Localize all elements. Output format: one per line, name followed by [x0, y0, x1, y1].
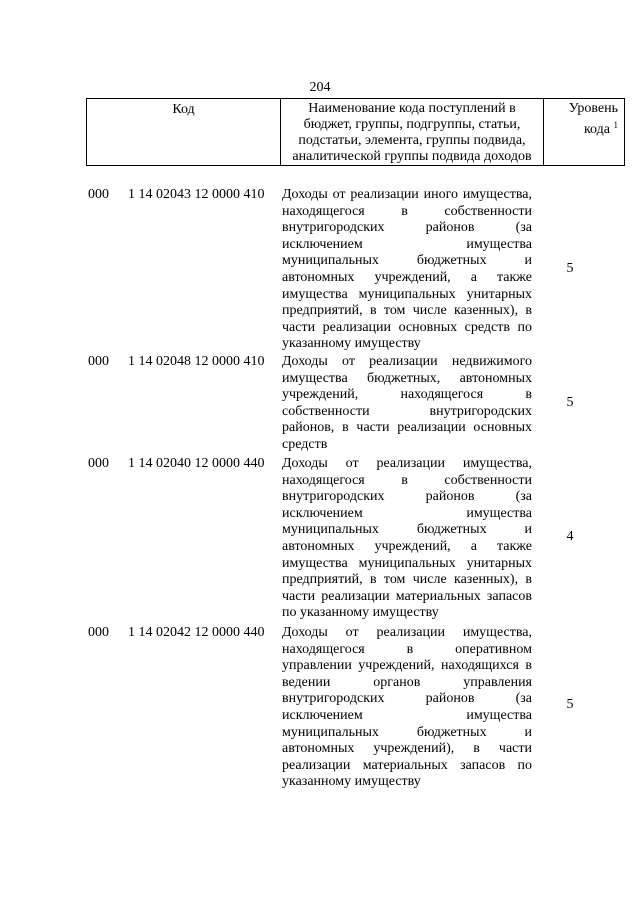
row-name-line: муниципальных бюджетных и	[282, 724, 532, 740]
row-name-line: Доходы от реализации недвижимого	[282, 354, 532, 369]
row-name-line: части реализации материальных запасов	[282, 588, 532, 604]
row-name-line: внутригородских районов (за	[282, 691, 532, 707]
table-header	[86, 98, 625, 166]
row-code: 1 14 02048 12 0000 410	[128, 354, 265, 369]
header-name-line: аналитической группы подвида доходов	[292, 149, 532, 164]
row-code: 1 14 02043 12 0000 410	[128, 187, 265, 202]
row-prefix: 000	[88, 354, 109, 369]
row-name-line: автономных учреждений, а также	[282, 538, 532, 554]
header-name-line: подстатьи, элемента, группы подвида,	[298, 133, 526, 148]
row-name-line: Доходы от реализации имущества,	[282, 456, 532, 471]
row-code: 1 14 02040 12 0000 440	[128, 456, 265, 471]
page-number: 204	[309, 80, 331, 95]
row-name-line: исключением имущества	[282, 236, 532, 252]
row-level: 5	[566, 697, 574, 712]
row-code: 1 14 02042 12 0000 440	[128, 625, 265, 640]
row-prefix: 000	[88, 456, 109, 471]
row-name	[282, 354, 532, 454]
row-name-line: средств	[282, 436, 328, 452]
header-level-line1: Уровень	[568, 101, 618, 116]
row-name-line: имущества муниципальных унитарных	[282, 555, 532, 571]
row-level: 5	[566, 261, 574, 276]
row-name	[282, 187, 532, 353]
row-name-line: внутригородских районов (за	[282, 220, 532, 236]
row-name-line: ведении органов управления	[282, 674, 532, 690]
row-name-line: предприятий, в том числе казенных), в	[282, 572, 532, 588]
header-level-line2: кода	[583, 122, 610, 137]
row-name-line: находящегося в собственности	[282, 203, 532, 219]
row-name-line: указанному имуществу	[282, 336, 421, 352]
row-name	[282, 625, 532, 791]
row-name-line: муниципальных бюджетных и	[282, 253, 532, 269]
row-name-line: указанному имуществу	[282, 774, 421, 790]
header-level	[544, 99, 625, 166]
row-name-line: имущества бюджетных, автономных	[282, 370, 532, 386]
row-name-line: автономных учреждений, а также	[282, 269, 532, 285]
row-name-line: по указанному имуществу	[282, 605, 439, 621]
row-name-line: Доходы от реализации имущества,	[282, 625, 532, 640]
row-name-line: исключением имущества	[282, 707, 532, 723]
row-name-line: имущества муниципальных унитарных	[282, 286, 532, 302]
footnote-marker: 1	[613, 120, 618, 130]
header-name-line: Наименование кода поступлений в	[308, 101, 516, 116]
row-level: 4	[566, 529, 574, 544]
row-name-line: муниципальных бюджетных и	[282, 522, 532, 538]
row-name-line: автономных учреждений), в части	[282, 741, 532, 757]
row-name-line: управлении учреждений, находящихся в	[282, 658, 532, 674]
row-name-line: внутригородских районов (за	[282, 489, 532, 505]
row-name-line: находящегося в оперативном	[282, 641, 532, 657]
row-name	[282, 456, 532, 622]
row-name-line: исключением имущества	[282, 505, 532, 521]
row-name-line: части реализации основных средств по	[282, 319, 532, 335]
row-prefix: 000	[88, 187, 109, 202]
header-code: Код	[87, 99, 281, 166]
header-name	[281, 99, 544, 166]
row-level: 5	[566, 395, 574, 410]
row-name-line: районов, в части реализации основных	[282, 420, 532, 436]
row-name-line: реализации материальных запасов по	[282, 757, 532, 773]
header-name-line: бюджет, группы, подгруппы, статьи,	[303, 117, 521, 132]
row-name-line: предприятий, в том числе казенных), в	[282, 303, 532, 319]
row-name-line: собственности внутригородских	[282, 403, 532, 419]
row-name-line: находящегося в собственности	[282, 472, 532, 488]
row-name-line: учреждений, находящегося в	[282, 387, 532, 403]
row-name-line: Доходы от реализации иного имущества,	[282, 187, 532, 202]
row-prefix: 000	[88, 625, 109, 640]
